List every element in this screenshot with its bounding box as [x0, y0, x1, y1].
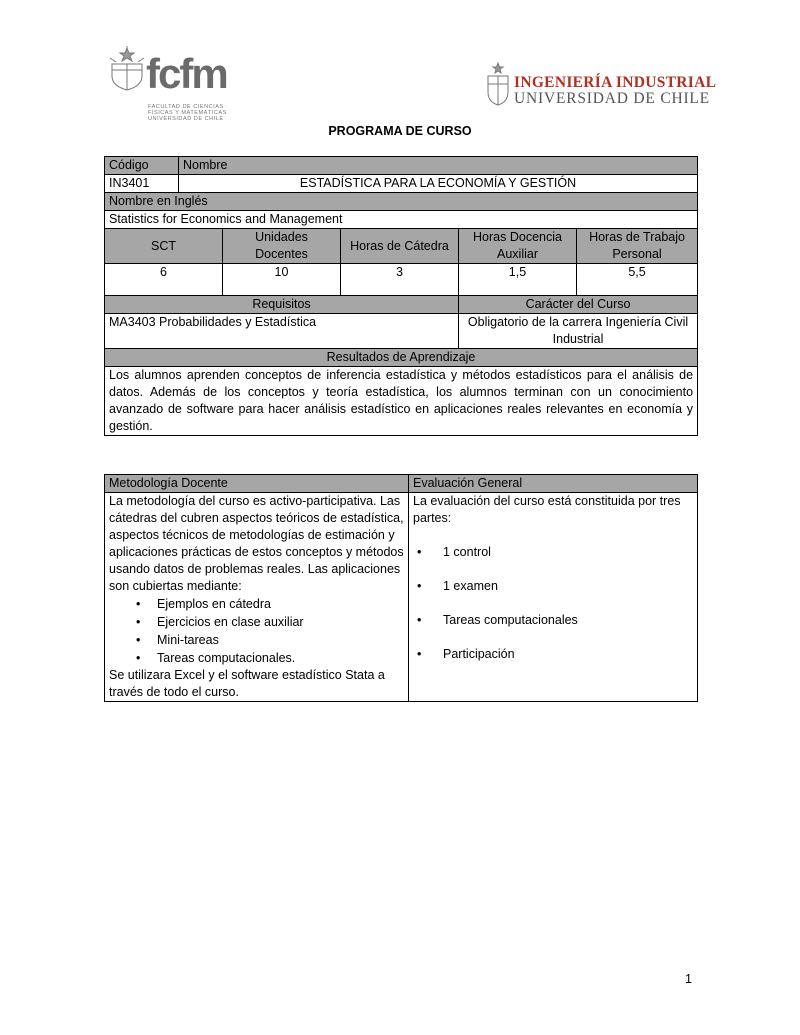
list-item: • Mini-tareas [157, 631, 404, 649]
list-item: • Participación [443, 645, 693, 663]
university-name: UNIVERSIDAD DE CHILE [514, 90, 710, 107]
hours-value-lecture: 3 [341, 264, 459, 296]
evaluation-label: Evaluación General [409, 475, 698, 493]
learning-outcomes-text: Los alumnos aprenden conceptos de inferencia estadística y métodos estadísticos para el análisis de datos. Además de los conceptos y teoría estadística, los alumnos terminan con un conocimiento avanzado de software para hacer análisis estadístico en aplicaciones reales relevantes en economía y gestión. [105, 367, 698, 436]
hours-header-units: Unidades Docentes [223, 229, 341, 264]
name-label: Nombre [179, 157, 698, 175]
evaluation-intro: La evaluación del curso está constituida por tres partes: [413, 494, 681, 525]
hours-value-sct: 6 [105, 264, 223, 296]
course-info-table [104, 156, 698, 436]
hours-header-sct: SCT [105, 229, 223, 264]
list-item: • Ejercicios en clase auxiliar [157, 613, 404, 631]
hours-value-personal: 5,5 [577, 264, 698, 296]
list-item: • Tareas computacionales [443, 611, 693, 629]
fcfm-wordmark: fcfm [146, 50, 227, 97]
code-label: Código [105, 157, 179, 175]
english-name: Statistics for Economics and Management [105, 211, 698, 229]
list-item: • 1 control [443, 543, 693, 561]
hours-value-units: 10 [223, 264, 341, 296]
methodology-list [109, 595, 404, 667]
methodology-evaluation-table [104, 474, 698, 702]
english-name-label: Nombre en Inglés [105, 193, 698, 211]
hours-header-personal: Horas de Trabajo Personal [577, 229, 698, 264]
methodology-closing: Se utilizara Excel y el software estadístico Stata a través de todo el curso. [109, 668, 385, 699]
university-seal-icon [486, 62, 510, 106]
requirements-label: Requisitos [105, 296, 459, 314]
university-seal-icon [108, 46, 146, 92]
character-value: Obligatorio de la carrera Ingeniería Civil Industrial [459, 314, 698, 349]
list-item: • 1 examen [443, 577, 693, 595]
methodology-cell [105, 493, 409, 702]
hours-header-aux: Horas Docencia Auxiliar [459, 229, 577, 264]
requirements-value: MA3403 Probabilidades y Estadística [105, 314, 459, 349]
list-item: • Ejemplos en cátedra [157, 595, 404, 613]
hours-header-lecture: Horas de Cátedra [341, 229, 459, 264]
methodology-intro: La metodología del curso es activo-participativa. Las cátedras del cubren aspectos teóricos de estadística, aspectos técnicos de metodologías de estimación y aplicaciones prácticas de estos conceptos y métodos usando datos de problemas reales. Las aplicaciones son cubiertas mediante: [109, 494, 404, 593]
department-name: INGENIERÍA INDUSTRIAL [514, 74, 717, 91]
fcfm-subtitle: FACULTAD DE CIENCIAS FÍSICAS Y MATEMÁTICAS UNIVERSIDAD DE CHILE [148, 104, 227, 122]
evaluation-cell [409, 493, 698, 702]
ingenieria-industrial-logo [486, 60, 717, 108]
character-label: Carácter del Curso [459, 296, 698, 314]
page-title: PROGRAMA DE CURSO [328, 124, 472, 138]
list-item: • Tareas computacionales. [157, 649, 404, 667]
learning-outcomes-label: Resultados de Aprendizaje [105, 349, 698, 367]
methodology-label: Metodología Docente [105, 475, 409, 493]
course-code: IN3401 [105, 175, 179, 193]
course-name: ESTADÍSTICA PARA LA ECONOMÍA Y GESTIÓN [179, 175, 698, 193]
page-number: 1 [685, 972, 692, 986]
evaluation-list [413, 543, 693, 663]
hours-value-aux: 1,5 [459, 264, 577, 296]
fcfm-logo [108, 46, 236, 126]
